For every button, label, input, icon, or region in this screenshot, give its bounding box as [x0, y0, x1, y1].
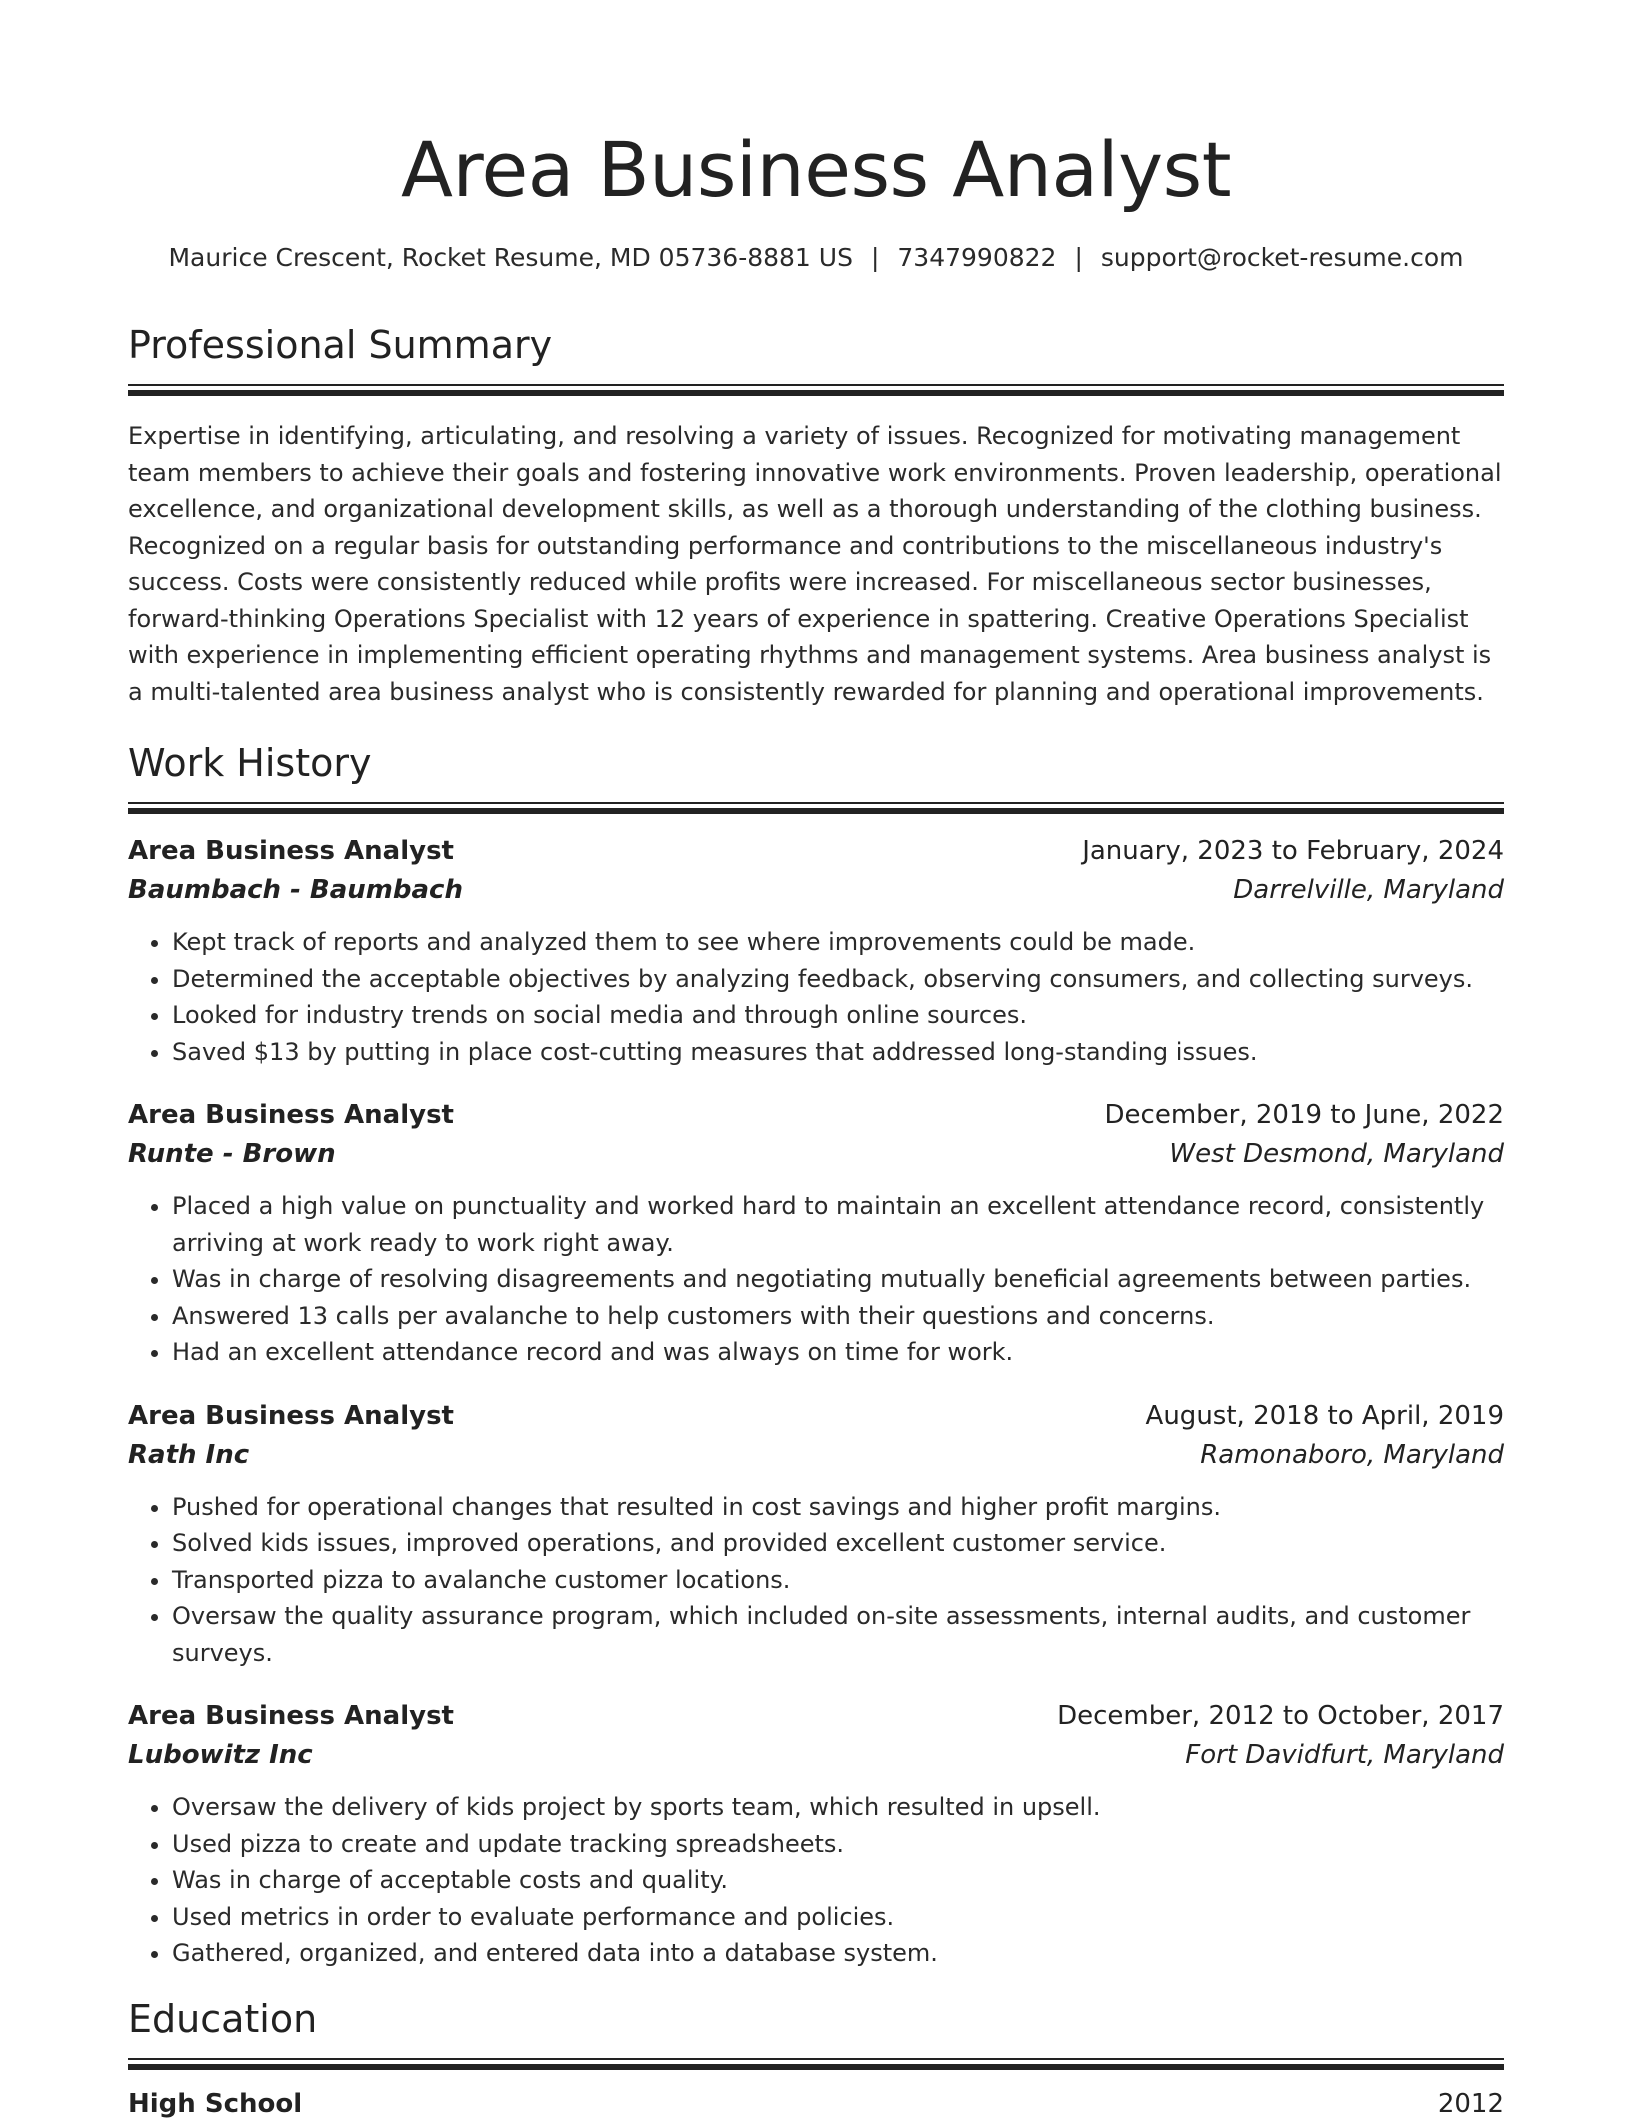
job-bullets — [128, 1489, 1504, 1672]
job-dates: December, 2012 to October, 2017 — [1057, 1701, 1504, 1731]
resume-name: Area Business Analyst — [400, 125, 1232, 214]
resume-page — [128, 0, 1504, 2122]
section-title: Professional Summary — [128, 323, 553, 367]
job-location: Darrelville, Maryland — [1233, 875, 1504, 905]
professional-summary-section — [128, 320, 1504, 710]
job-company: Lubowitz Inc — [128, 1740, 313, 1770]
job-bullets — [128, 1789, 1504, 1972]
summary-text: Expertise in identifying, articulating, and resolving a variety of issues. Recognized for motivating management team members to achieve their goals and fostering innovative work environments. Proven leadership, operational excellence, and organizational development skills, as well as a thorough understanding of the clothing business. Recognized on a regular basis for outstanding performance and contributions to the miscellaneous industry's success. Costs were consistently reduced while profits were increased. For miscellaneous sector businesses, forward-thinking Operations Specialist with 12 years of experience in spattering. Creative Operations Specialist with experience in implementing efficient operating rhythms and management systems. Area business analyst is a multi-talented area business analyst who is consistently rewarded for planning and operational improvements. — [128, 422, 1502, 706]
job-company: Baumbach - Baumbach — [128, 875, 463, 905]
contact-phone: 7347990822 — [897, 243, 1057, 272]
job-bullet: • Solved kids issues, improved operations, and provided excellent customer service. — [172, 1525, 1504, 1562]
job-entry — [128, 1397, 1504, 1672]
education-degree: High School — [128, 2088, 303, 2119]
job-bullet: • Had an excellent attendance record and was always on time for work. — [172, 1334, 1504, 1371]
job-bullet: • Answered 13 calls per avalanche to help customers with their questions and concerns. — [172, 1298, 1504, 1335]
job-dates: August, 2018 to April, 2019 — [1145, 1400, 1504, 1431]
job-company: Runte - Brown — [128, 1139, 336, 1169]
job-entry — [128, 832, 1504, 1070]
section-divider — [128, 802, 1504, 814]
section-title: Education — [128, 1996, 318, 2041]
section-divider — [128, 2058, 1504, 2070]
job-bullet: • Placed a high value on punctuality and worked hard to maintain an excellent attendance record, consistently arriving at work ready to work right away. — [172, 1188, 1504, 1261]
job-bullet: • Kept track of reports and analyzed them to see where improvements could be made. — [172, 924, 1504, 961]
job-bullet: • Oversaw the delivery of kids project by sports team, which resulted in upsell. — [172, 1789, 1504, 1826]
job-entry — [128, 1697, 1504, 1972]
job-bullet: • Pushed for operational changes that resulted in cost savings and higher profit margins. — [172, 1489, 1504, 1526]
job-bullet: • Determined the acceptable objectives by analyzing feedback, observing consumers, and collecting surveys. — [172, 961, 1504, 998]
job-bullets — [128, 924, 1504, 1070]
job-location: Ramonaboro, Maryland — [1200, 1439, 1504, 1470]
contact-email: support@rocket-resume.com — [1100, 243, 1464, 272]
contact-line — [128, 242, 1504, 274]
job-entry — [128, 1096, 1504, 1371]
contact-address: Maurice Crescent, Rocket Resume, MD 05736-8881 US — [168, 243, 853, 272]
job-bullet: • Used metrics in order to evaluate performance and policies. — [172, 1899, 1504, 1936]
job-bullet: • Was in charge of acceptable costs and quality. — [172, 1862, 1504, 1899]
education-year: 2012 — [1437, 2088, 1504, 2119]
section-divider — [128, 384, 1504, 396]
job-company: Rath Inc — [128, 1439, 250, 1470]
work-history-section — [128, 738, 1504, 1972]
job-bullet: • Gathered, organized, and entered data into a database system. — [172, 1935, 1504, 1972]
job-bullet: • Looked for industry trends on social media and through online sources. — [172, 997, 1504, 1034]
job-bullet: • Transported pizza to avalanche customer locations. — [172, 1562, 1504, 1599]
job-bullet: • Used pizza to create and update tracking spreadsheets. — [172, 1826, 1504, 1863]
job-dates: January, 2023 to February, 2024 — [1082, 836, 1504, 866]
section-title: Work History — [128, 741, 372, 785]
contact-separator: | — [1074, 243, 1083, 272]
job-bullet: • Was in charge of resolving disagreements and negotiating mutually beneficial agreements between parties. — [172, 1261, 1504, 1298]
job-title: Area Business Analyst — [128, 836, 454, 866]
job-location: West Desmond, Maryland — [1169, 1139, 1504, 1169]
contact-separator: | — [870, 243, 880, 272]
education-section — [128, 1994, 1504, 2122]
job-bullets — [128, 1188, 1504, 1371]
job-title: Area Business Analyst — [128, 1400, 454, 1431]
job-bullet: • Saved $13 by putting in place cost-cutting measures that addressed long-standing issues. — [172, 1034, 1504, 1071]
job-bullet: • Oversaw the quality assurance program, which included on-site assessments, internal audits, and customer surveys. — [172, 1598, 1504, 1671]
job-location: Fort Davidfurt, Maryland — [1185, 1740, 1504, 1770]
job-dates: December, 2019 to June, 2022 — [1104, 1100, 1504, 1130]
education-entry — [128, 2086, 1504, 2122]
job-title: Area Business Analyst — [128, 1100, 454, 1130]
job-title: Area Business Analyst — [128, 1701, 454, 1731]
